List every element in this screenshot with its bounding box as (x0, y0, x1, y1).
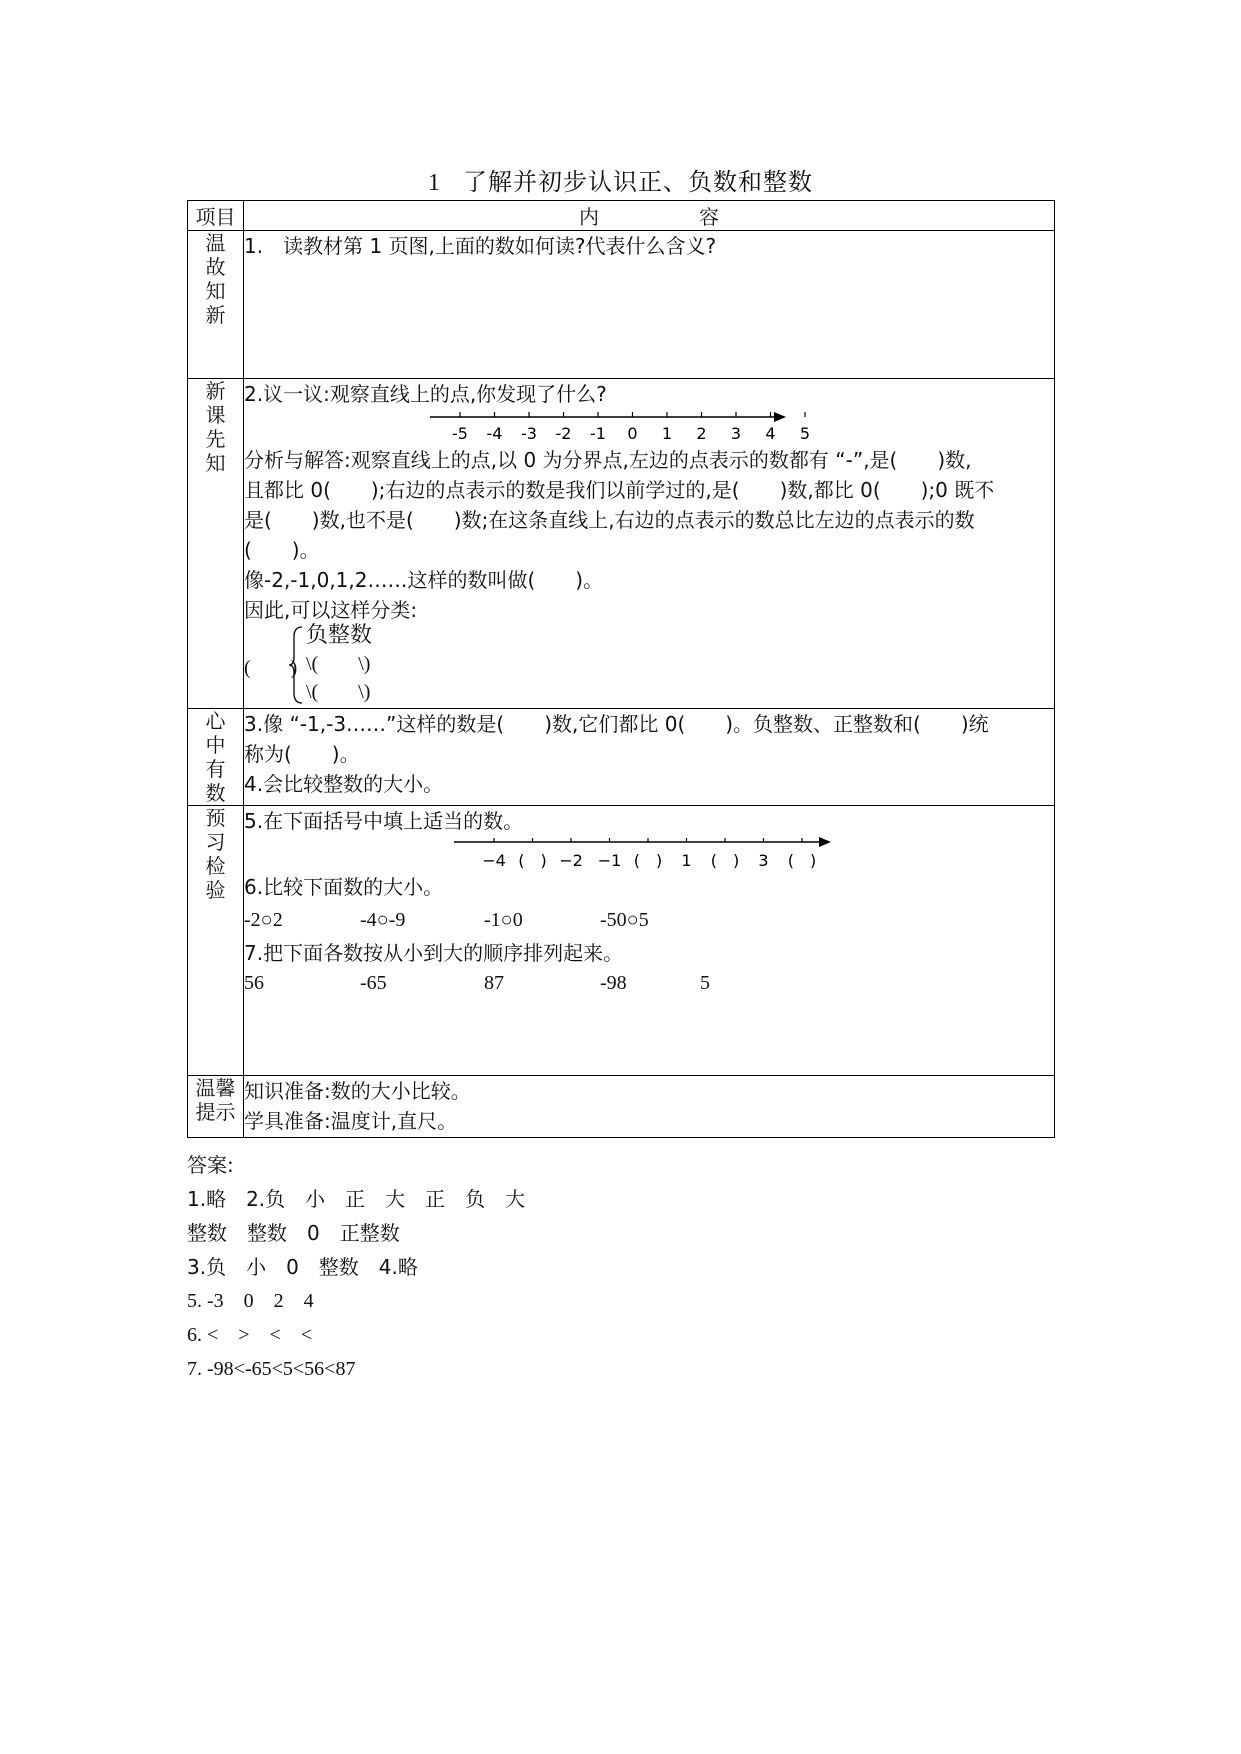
number-line-1-label: -3 (521, 424, 537, 443)
analysis-line-4: ( )。 (244, 538, 320, 562)
question-6: 6.比较下面数的大小。 (244, 875, 444, 899)
title-text: 了解并初步认识正、负数和整数 (463, 168, 813, 196)
answers-section (187, 1148, 525, 1386)
row-review (188, 231, 1055, 379)
number-line-2 (244, 836, 1084, 872)
number-line-1-label: -4 (486, 424, 503, 443)
sequence-row (244, 968, 1054, 998)
header-content: 内 容 (244, 201, 1055, 231)
classify-intro: 因此,可以这样分类: (244, 598, 418, 622)
number-line-1-label: 1 (661, 424, 673, 443)
row-new-lesson (188, 379, 1055, 709)
number-line-2-label: 1 (681, 851, 692, 870)
brace-item-2: \( \) (306, 653, 371, 675)
answer-line-4: 5. -3 0 2 4 (187, 1290, 314, 1312)
number-line-1-label: -1 (590, 424, 606, 443)
sequence-item-2: -65 (360, 972, 387, 994)
row-label-preview-check: 预习检验 (188, 806, 244, 1076)
row-label-tips: 温馨提示 (188, 1076, 244, 1138)
number-line-2-label: ( ) (633, 851, 663, 870)
classification-brace (244, 625, 1054, 705)
number-line-2-label: −1 (597, 851, 622, 870)
brace-icon (288, 625, 308, 705)
question-2: 2.议一议:观察直线上的点,你发现了什么? (244, 382, 607, 406)
title-number: 1 (428, 170, 441, 196)
answers-heading: 答案: (187, 1153, 234, 1177)
sequence-item-1: 56 (244, 972, 264, 994)
brace-item-1: 负整数 (306, 623, 373, 648)
compare-item-1: -2○2 (244, 909, 283, 931)
row-content-preview-check (244, 806, 1055, 1076)
number-line-2-label: −2 (559, 851, 583, 870)
compare-item-2: -4○-9 (360, 909, 406, 931)
answer-line-3: 3.负 小 0 整数 4.略 (187, 1255, 418, 1279)
sequence-item-4: -98 (600, 972, 627, 994)
answer-line-2: 整数 整数 0 正整数 (187, 1221, 400, 1245)
answer-line-6: 7. -98<-65<5<56<87 (187, 1358, 356, 1380)
tip-tools: 学具准备:温度计,直尺。 (244, 1109, 458, 1133)
brace-item-3: \( \) (306, 681, 371, 703)
number-line-1-label: -5 (452, 424, 468, 443)
number-line-1-label: 3 (730, 424, 742, 443)
compare-item-4: -50○5 (600, 909, 649, 931)
brace-left-blank: ( ) (244, 657, 298, 679)
number-line-2-label: 3 (758, 851, 769, 870)
number-line-2-label: ( ) (710, 851, 740, 870)
worksheet-table (187, 200, 1055, 1138)
compare-row (244, 902, 1054, 938)
row-label-key-points: 心中有数 (188, 709, 244, 806)
table-header-row (188, 201, 1055, 231)
question-3-line-2: 称为( )。 (244, 742, 360, 766)
row-label-review: 温故知新 (188, 231, 244, 379)
number-line-1-label: 0 (627, 424, 638, 443)
row-preview-check (188, 806, 1055, 1076)
analysis-line-1: 分析与解答:观察直线上的点,以 0 为分界点,左边的点表示的数都有 “-”,是( )数, (244, 448, 972, 472)
row-content-key-points (244, 709, 1055, 806)
answer-line-1: 1.略 2.负 小 正 大 正 负 大 (187, 1187, 526, 1211)
number-line-2-label: −4 (482, 851, 506, 870)
answer-line-5: 6. < > < < (187, 1324, 313, 1346)
number-line-2-label: ( ) (787, 851, 817, 870)
header-item: 项目 (188, 201, 244, 231)
row-content-review (244, 231, 1055, 379)
number-line-1 (244, 409, 1084, 445)
sequence-item-5: 5 (700, 972, 710, 994)
row-key-points (188, 709, 1055, 806)
compare-item-3: -1○0 (484, 909, 523, 931)
row-tips (188, 1076, 1055, 1138)
number-line-1-label: -2 (555, 424, 572, 443)
row-content-tips (244, 1076, 1055, 1138)
number-line-1-label: 4 (765, 424, 776, 443)
tip-knowledge: 知识准备:数的大小比较。 (244, 1079, 471, 1103)
analysis-line-2: 且都比 0( );右边的点表示的数是我们以前学过的,是( )数,都比 0( );0 既不 (244, 478, 995, 502)
number-line-2-label: ( ) (518, 851, 547, 870)
sequence-item-3: 87 (484, 972, 504, 994)
question-5: 5.在下面括号中填上适当的数。 (244, 809, 524, 833)
question-4: 4.会比较整数的大小。 (244, 772, 444, 796)
number-line-1-label: 5 (799, 424, 811, 443)
integers-definition: 像-2,-1,0,1,2……这样的数叫做( )。 (244, 568, 604, 592)
analysis-line-3: 是( )数,也不是( )数;在这条直线上,右边的点表示的数总比左边的点表示的数 (244, 508, 975, 532)
document-title (0, 162, 1241, 197)
row-content-new-lesson (244, 379, 1055, 709)
row-label-new-lesson: 新课先知 (188, 379, 244, 709)
question-3-line-1: 3.像 “-1,-3……”这样的数是( )数,它们都比 0( )。负整数、正整数和( )统 (244, 712, 989, 736)
question-1: 1. 读教材第 1 页图,上面的数如何读?代表什么含义? (244, 234, 717, 258)
question-7: 7.把下面各数按从小到大的顺序排列起来。 (244, 941, 624, 965)
number-line-1-label: 2 (696, 424, 707, 443)
